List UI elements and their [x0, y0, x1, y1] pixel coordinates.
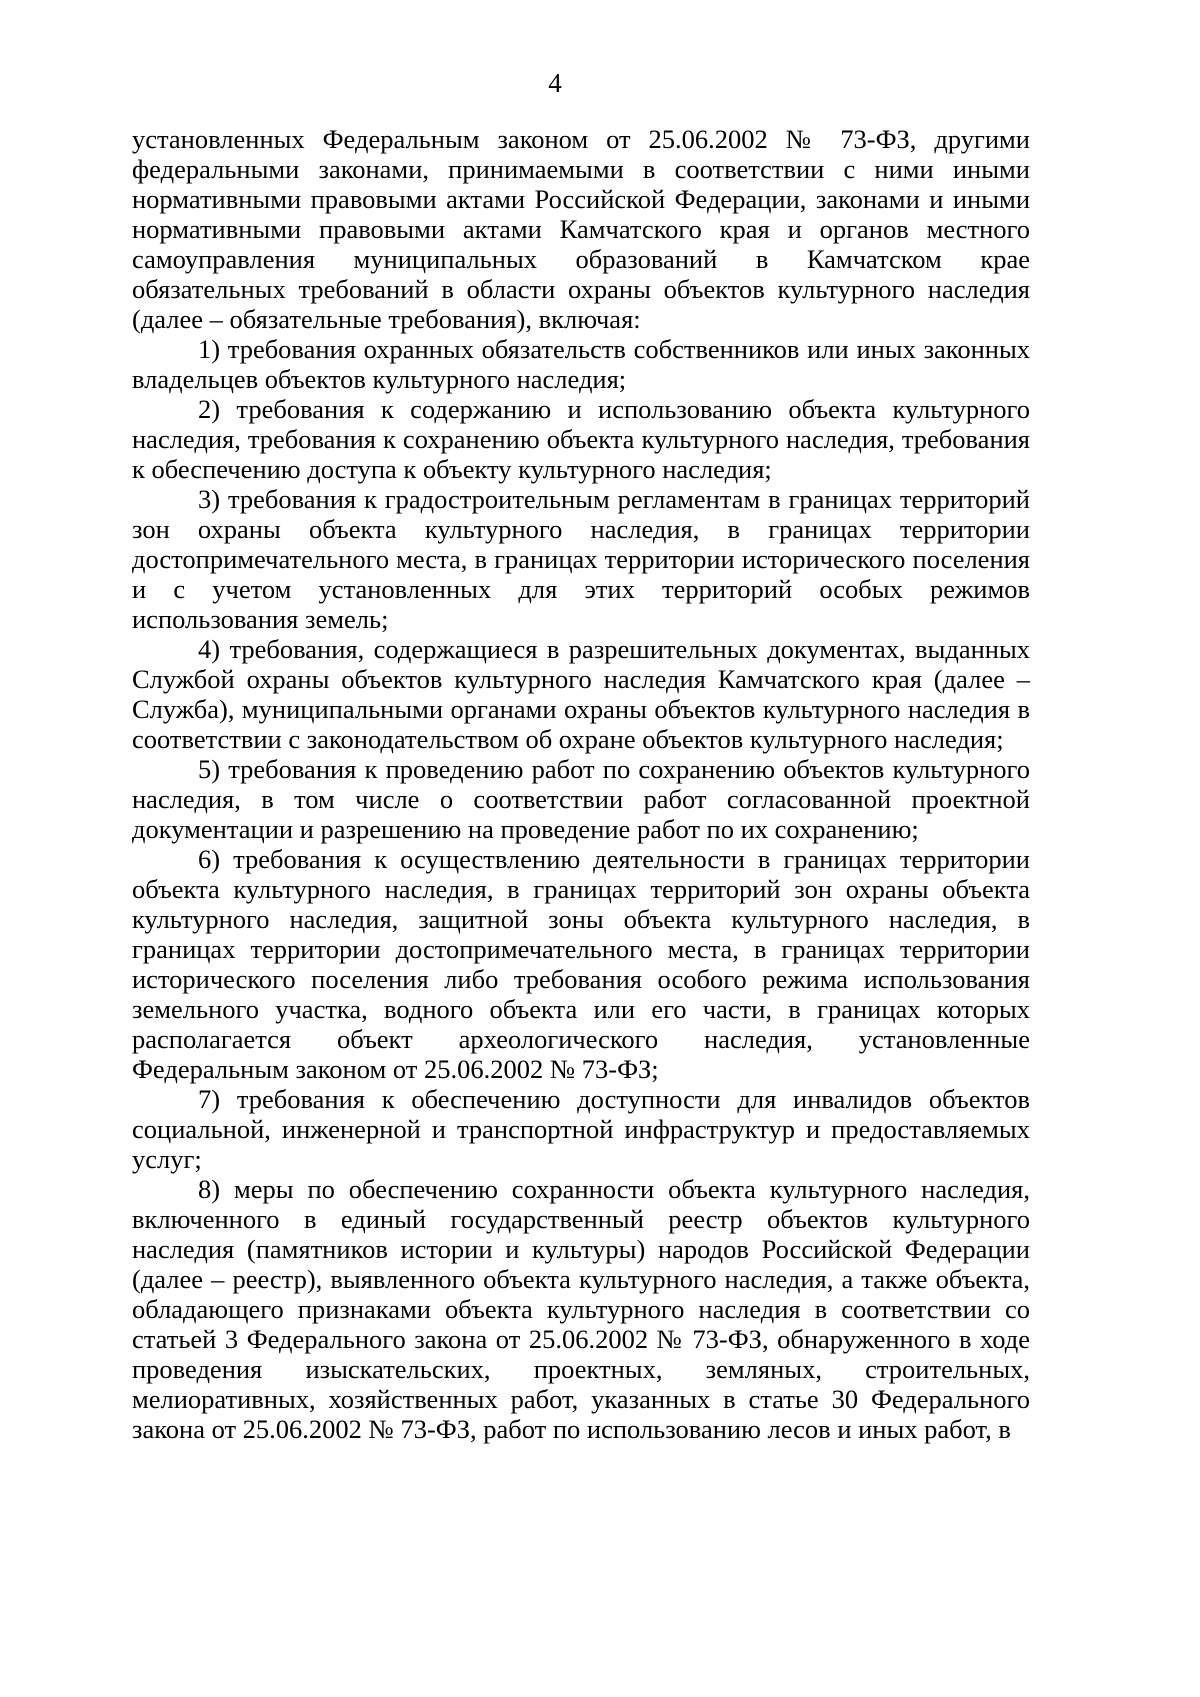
list-item-1: 1) требования охранных обязательств собственников или иных законных владельцев объектов культурного наследия; — [132, 334, 1030, 394]
page-number: 4 — [548, 68, 562, 98]
list-item-2: 2) требования к содержанию и использованию объекта культурного наследия, требования к сохранению объекта культурного наследия, требования к обеспечению доступа к объекту культурного наследия; — [132, 394, 1030, 484]
list-item-7: 7) требования к обеспечению доступности для инвалидов объектов социальной, инженерной и транспортной инфраструктур и предоставляемых услуг; — [132, 1084, 1030, 1174]
list-item-4: 4) требования, содержащиеся в разрешительных документах, выданных Службой охраны объектов культурного наследия Камчатского края (далее – Служба), муниципальными органами охраны объектов культурного наследия в соответствии с законодательством об охране объектов культурного наследия; — [132, 634, 1030, 754]
list-item-6: 6) требования к осуществлению деятельности в границах территории объекта культурного наследия, в границах территорий зон охраны объекта культурного наследия, защитной зоны объекта культурного наследия, в границах территории достопримечательного места, в границах территории исторического поселения либо требования особого режима использования земельного участка, водного объекта или его части, в границах которых располагается объект археологического наследия, установленные Федеральным законом от 25.06.2002 № 73-ФЗ; — [132, 844, 1030, 1084]
list-item-3: 3) требования к градостроительным регламентам в границах территорий зон охраны объекта культурного наследия, в границах территории достопримечательного места, в границах территории исторического поселения и с учетом установленных для этих территорий особых режимов использования земель; — [132, 484, 1030, 634]
intro-paragraph: установленных Федеральным законом от 25.06.2002 № 73-ФЗ, другими федеральными законами, принимаемыми в соответствии с ними иными нормативными правовыми актами Российской Федерации, законами и иными нормативными правовыми актами Камчатского края и органов местного самоуправления муниципальных образований в Камчатском крае обязательных требований в области охраны объектов культурного наследия (далее – обязательные требования), включая: — [132, 124, 1030, 334]
document-body — [132, 124, 1030, 1444]
list-item-8: 8) меры по обеспечению сохранности объекта культурного наследия, включенного в единый государственный реестр объектов культурного наследия (памятников истории и культуры) народов Российской Федерации (далее – реестр), выявленного объекта культурного наследия, а также объекта, обладающего признаками объекта культурного наследия в соответствии со статьей 3 Федерального закона от 25.06.2002 № 73-ФЗ, обнаруженного в ходе проведения изыскательских, проектных, земляных, строительных, мелиоративных, хозяйственных работ, указанных в статье 30 Федерального закона от 25.06.2002 № 73-ФЗ, работ по использованию лесов и иных работ, в — [132, 1174, 1030, 1444]
list-item-5: 5) требования к проведению работ по сохранению объектов культурного наследия, в том числе о соответствии работ согласованной проектной документации и разрешению на проведение работ по их сохранению; — [132, 754, 1030, 844]
